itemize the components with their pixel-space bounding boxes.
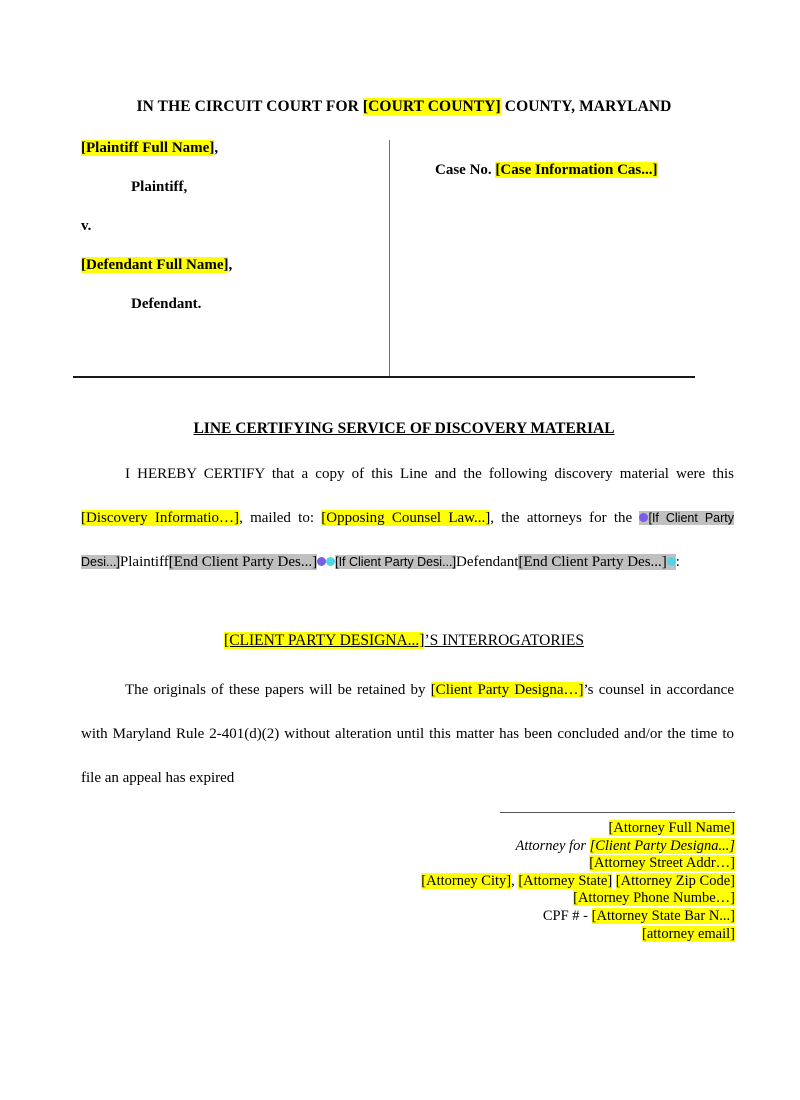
certification-paragraph [81,452,734,584]
defendant-name-line [81,257,381,274]
defendant-role-label: Defendant. [131,296,202,312]
attorney-citystatezip-line [395,873,735,891]
court-title-suffix: COUNTY, MARYLAND [500,98,672,115]
plaintiff-name-field[interactable]: [Plaintiff Full Name] [81,140,215,156]
attorney-for-party-field[interactable]: [Client Party Designa...] [589,837,735,854]
defendant-name-field[interactable]: [Defendant Full Name] [81,257,229,273]
attorney-street-address-field[interactable]: [Attorney Street Addr…] [589,855,735,872]
court-title-prefix: IN THE CIRCUIT COURT FOR [136,98,363,115]
client-party-designation-field-caps[interactable]: [CLIENT PARTY DESIGNA...] [224,632,425,649]
retention-text [81,668,734,800]
attorney-phone-number-field[interactable]: [Attorney Phone Numbe…] [573,890,735,907]
retention-text-part-1: The originals of these papers will be retained by [125,682,431,698]
paragraph1-colon: : [675,554,680,570]
versus-label: v. [81,218,92,234]
caption-case-column [403,140,733,201]
attorney-name-line [395,820,735,838]
defendant-plain-text: Defendant [455,554,519,570]
attorney-email-field[interactable]: [attorney email] [642,925,735,942]
attorney-for-line [395,838,735,856]
discovery-information-field[interactable]: [Discovery Informatio…] [81,510,240,526]
conditional-tag-if-client-party-defendant[interactable]: [If Client Party Desi...] [335,555,456,569]
court-county-field[interactable]: [COURT COUNTY] [362,98,501,115]
opposing-counsel-field[interactable]: [Opposing Counsel Law...] [321,510,491,526]
bookmark-dot-purple-icon-2 [317,557,326,566]
attorney-for-label: Attorney for [515,837,590,854]
certify-text-part-2: , mailed to: [239,510,322,526]
retention-paragraph [81,668,734,800]
tag-label-end-2b: Client Party Des...] [551,554,667,570]
plaintiff-plain-text: Plaintiff [119,554,169,570]
conditional-tag-end-client-party-1[interactable]: [End Client Party Des...] [168,554,318,570]
attorney-zip-code-field[interactable]: [Attorney Zip Code] [615,872,735,889]
court-title [73,98,735,116]
caption-parties-column [81,140,381,335]
tag-label-if-client-party-1: [If Client Party Desi...] [81,511,735,569]
section-heading: LINE CERTIFYING SERVICE OF DISCOVERY MATERIAL [193,420,615,437]
case-number-label: Case No. [435,162,496,178]
attorney-city-field[interactable]: [Attorney City] [421,872,512,889]
attorney-full-name-field[interactable]: [Attorney Full Name] [608,820,735,836]
tag-label-end-2a: [End [518,554,548,570]
plaintiff-role-label: Plaintiff, [131,179,188,195]
signature-block [395,820,735,943]
certify-text-part-3: , the attorneys for the [490,510,640,526]
retention-text-part-2: ’s counsel in accordance with Maryland Rule 2-401(d)(2) without alteration until this matter has been concluded and/or the time to file an appeal has expired [81,682,734,786]
attorney-phone-line [395,890,735,908]
certify-text-part-1: I HEREBY CERTIFY that a copy of this Line and the following discovery material were this [125,466,734,482]
signature-line-rule [500,812,735,813]
bookmark-dot-cyan-icon-2 [667,557,676,566]
case-number-line [403,140,733,179]
interrogatories-heading [73,632,735,650]
client-party-designation-field[interactable]: [Client Party Designa…] [430,682,584,698]
caption-divider-line [389,140,390,378]
certification-text [81,452,734,584]
defendant-name-comma: , [228,257,233,273]
attorney-cpf-line [395,908,735,926]
plaintiff-name-line [81,140,381,157]
case-number-field[interactable]: [Case Information Cas...] [495,162,658,178]
attorney-state-field[interactable]: [Attorney State] [518,872,613,889]
caption-block [73,140,735,378]
interrogatories-suffix: ’S INTERROGATORIES [424,632,584,649]
caption-bottom-rule [73,376,695,378]
attorney-street-line [395,855,735,873]
conditional-tag-end-client-party-2[interactable] [518,554,675,570]
attorney-state-bar-number-field[interactable]: [Attorney State Bar N...] [591,907,735,924]
plaintiff-name-comma: , [214,140,219,156]
attorney-email-line [395,926,735,944]
city-comma: , [511,872,515,889]
bookmark-dot-cyan-icon-1 [326,557,335,566]
cpf-label: CPF # - [542,907,592,924]
